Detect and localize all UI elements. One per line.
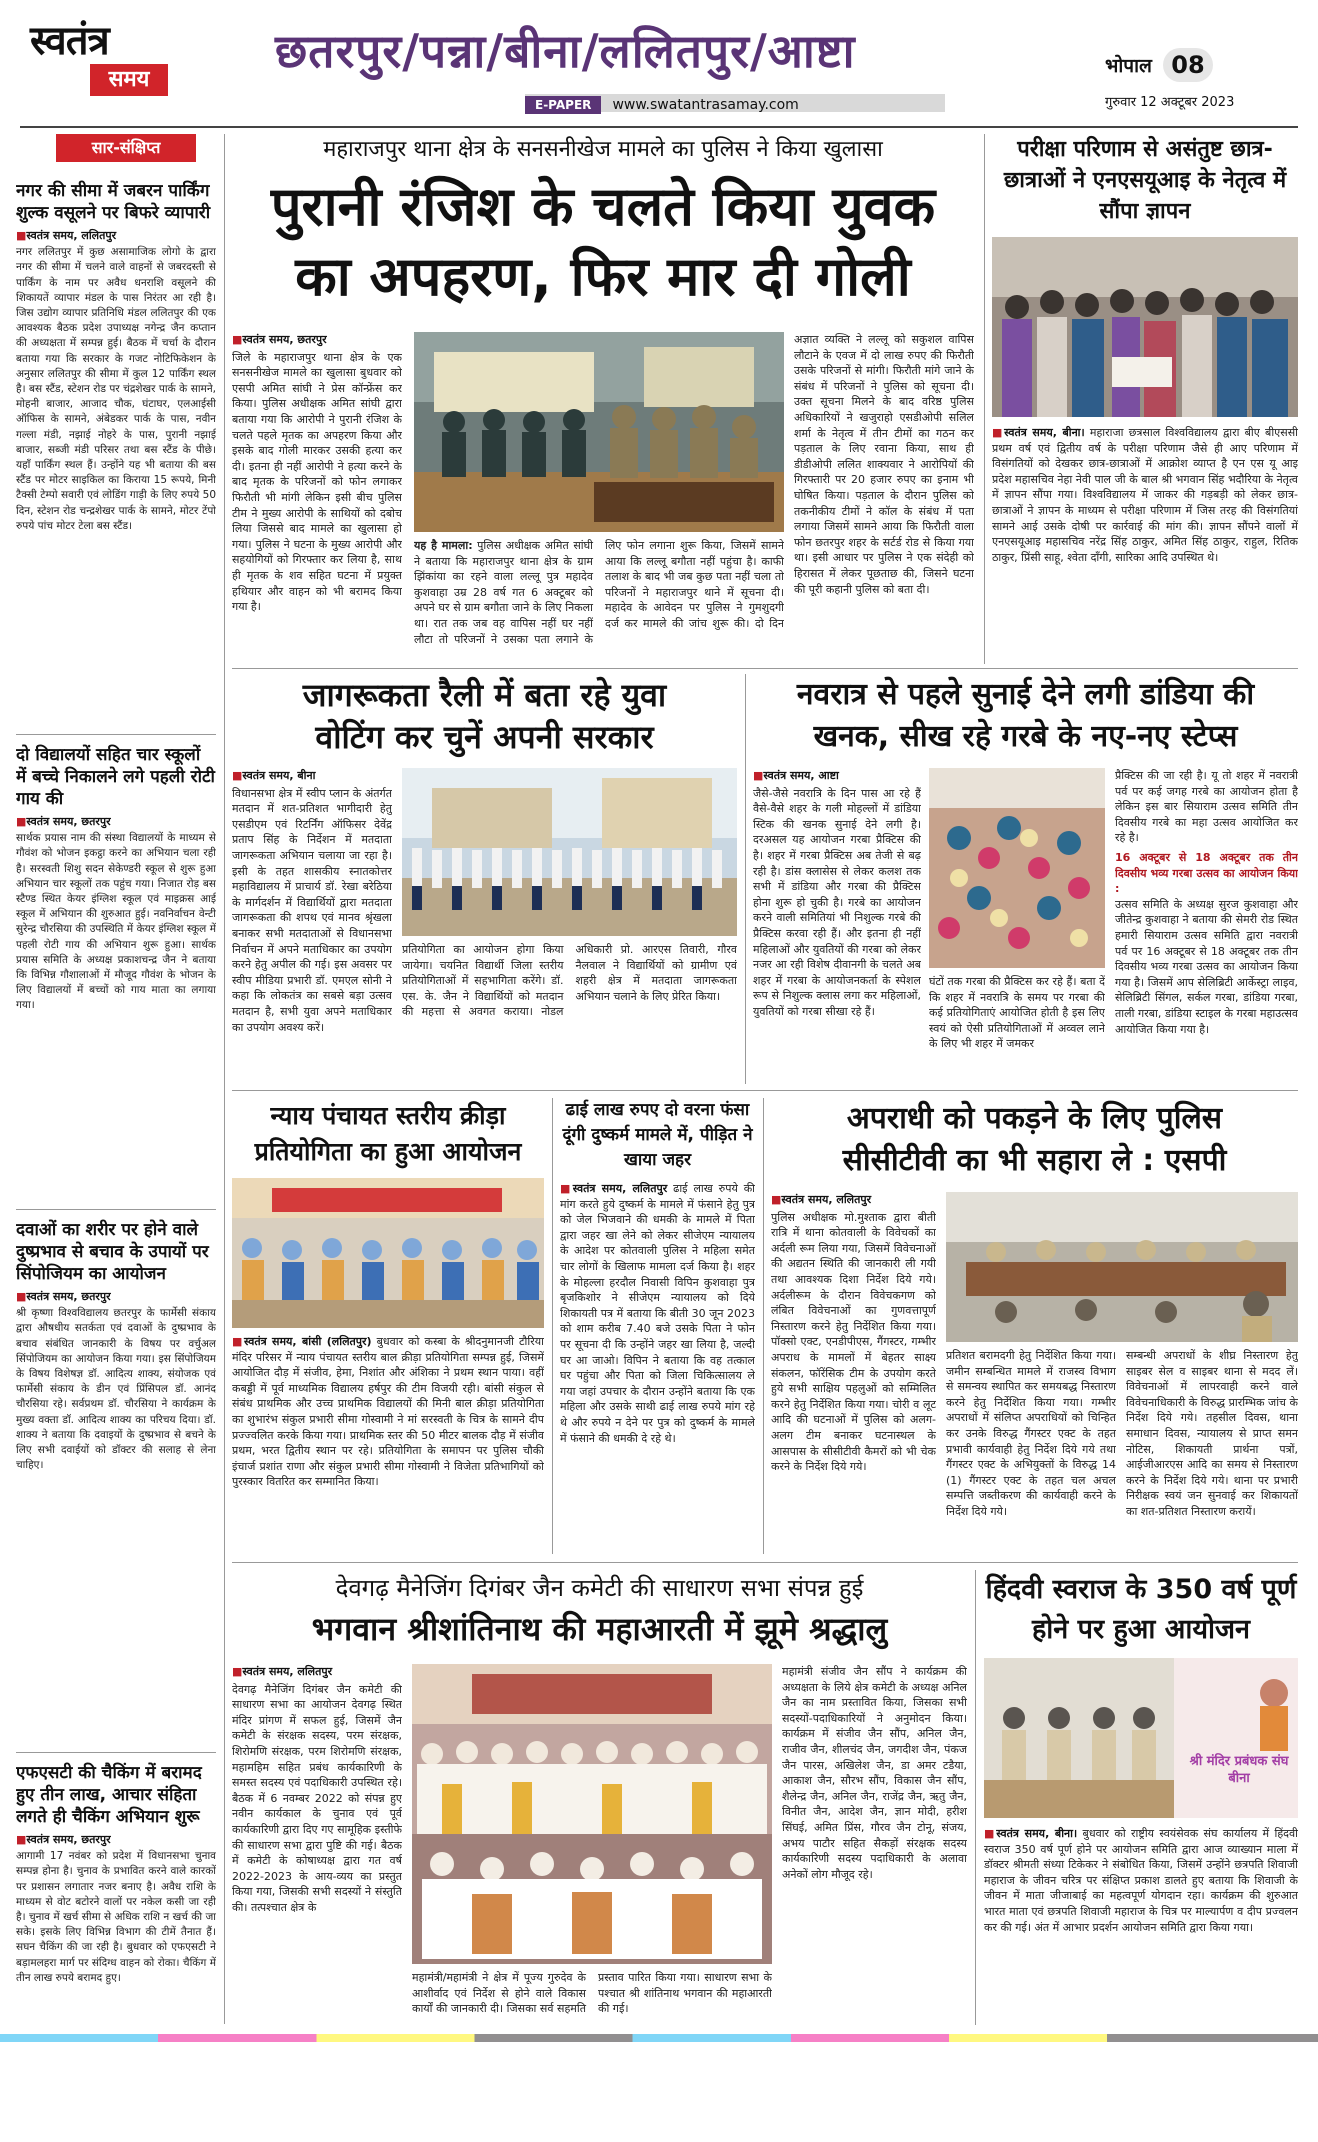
sidebar-item-body: ■ स्वतंत्र समय, छतरपुर सार्थक प्रयास नाम की संस्था विद्यालयों के माध्यम से गौवंश को भोजन इकट्ठा करने का अभियान चला रही है। सरस्वती शिशु सदन सेकेण्डरी स्कूल से शुरू हुआ अभियान चार स्कूलों तक पहुंच गया। निजात रोड़ बस स्टैण्ड स्थित केयर इंग्लिश स्कूल एवं माइक्रस आई स्कूल में अभियान की शुरुआत हुई। नवनिर्वाचन वेन्टी सुरेन्द्र चौरसिया की उपस्थिति में केयर इंग्लिश स्कूल में पहली रोटी गाय की अभियान शुरू हुआ। सार्थक प्रयास समिति के अध्यक्ष प्रकाशचन्द्र जैन ने बताया कि विभिन्न गौशालाओं में मौजूद गौवंश के भोजन के लिए विद्यालयों में बच्चों को गाय माता का लगाया गया। <box>16 814 216 1168</box>
jain-story <box>232 1570 967 2025</box>
sidebar-item-byline: ■ स्वतंत्र समय, छतरपुर <box>16 1289 216 1304</box>
cctv-headline-line-1: अपराधी को पकड़ने के लिए पुलिस <box>846 1101 1223 1136</box>
rally-column-1: ■ स्वतंत्र समय, बीना विधानसभा क्षेत्र में स्वीप प्लान के अंतर्गत मतदान में शत-प्रतिशत भागीदारी हेतु एसडीएम एवं रिटर्निंग ऑफिसर देवेंद्र प्रताप सिंह के निर्देशन में मतदाता जागरूकता अभियान चलाया जा रहा है। इसी के तहत शासकीय स्नातकोत्तर महाविद्यालय में प्राचार्य डॉ. रेखा बरेठिया के मार्गदर्शन में विद्यार्थियों द्वारा मतदाता जागरूकता की शपथ एवं मानव श्रृंखला बनाकर सभी मतदाताओं से विधानसभा निर्वाचन में अपने मताधिकार का उपयोग करने हेतु अपील की गई। इस अवसर पर स्वीप मीडिया प्रभारी डॉ. एमएल सोनी ने कहा कि लोकतंत्र का सबसे बड़ा उत्सव मतदान है, सभी युवा अपने मताधिकार का उपयोग अवश्य करें। <box>232 768 392 1082</box>
rally-byline: ■ स्वतंत्र समय, बीना <box>232 768 392 784</box>
cctv-story <box>771 1098 1298 1554</box>
lead-photo <box>414 332 784 532</box>
lead-headline-line-1: पुरानी रंजिश के चलते किया युवक <box>270 175 936 238</box>
epaper-bar <box>525 94 945 112</box>
logo <box>30 18 180 118</box>
dandiya-headline-line-1: नवरात्र से पहले सुनाई देने लगी डांडिया की <box>796 677 1255 712</box>
dandiya-byline: ■ स्वतंत्र समय, आष्टा <box>753 768 921 784</box>
dandiya-headline-line-2: खनक, सीख रहे गरबे के नए-नए स्टेप्स <box>813 719 1238 754</box>
jain-headline: भगवान श्रीशांतिनाथ की महाआरती में झूमे श्रद्धालु <box>311 1610 888 1648</box>
lead-byline: ■ स्वतंत्र समय, छतरपुर <box>232 332 402 348</box>
swaraj-banner-text: श्री मंदिर प्रबंधक संघ बीना <box>1189 1754 1289 1786</box>
cctv-column-1: ■ स्वतंत्र समय, ललितपुर पुलिस अधीक्षक मो.मुश्ताक द्वारा बीती रात्रि में थाना कोतवाली के विवेचकों का अर्दली रूम लिया गया, जिसमें विवेचनाओं की अद्यतन स्थिति की जानकारी ली गयी तथा आवश्यक दिशा निर्देश दिये गये। अर्दलीरूम के दौरान विवेचकगण को लंबित विवेचनाओं का गुणवत्तापूर्ण निस्तारण करने हेतु निर्देशित किया गया। पॉक्सो एक्ट, एनडीपीएस, गैंगस्टर, गम्भीर अपराध के मामलों में बेहतर साक्ष्य संकलन, फॉरेंसिक टीम के उपयोग करते हुये सभी साक्षिय पहलुओं को सम्मिलित करने हेतु निर्देशित किया गया। चोरी व लूट आदि की घटनाओं में पुलिस को अलग-अलग टीम बनाकर घटनास्थल के आसपास के सीसीटीवी कैमरों को भी चेक करने के निर्देश दिये गये। <box>771 1192 936 1552</box>
sidebar-item-body: ■ स्वतंत्र समय, ललितपुर नगर ललितपुर में कुछ असामाजिक लोगो के द्वारा नगर की सीमा में चलने वाले वाहनों से जबरदस्ती से पार्किंग के नाम पर अवैध धनराशि वसूलने की शिकायतें व्यापार मंडल के पास निरंतर आ रही है। जिस उद्योग व्यापार प्रतिनिधि मंडल ललितपुर की एक आवश्यक बैठक प्रदेश उपाध्यक्ष नगेन्द्र जैन कप्तान की अध्यक्षता में सम्पन्न हुई। बैठक में चर्चा के दौरान बताया गया कि सरकार के गजट नोटिफिकेशन के अनुसार ललितपुर की सीमा में कुल 12 पार्किंग स्थल है। बस स्टैंड, स्टेशन रोड पर चंद्रशेखर पार्क के सामने, मोहनी बाजार, आजाद चौक, घंटाघर, एलआईसी ऑफिस के सामने, अंबेडकर पार्क के पास, नवीन गल्ला मंडी, नझाई नोहरे के पास, पुरानी नझाई बाजार, सब्जी मंडी परिसर तथा बस स्टैंड के पीछे। यहाँ पार्किंग स्थल हैं। उन्होंने यह भी बताया की बस स्टैंड पर मोटर साइकिल का किराया 15 रूपये, मिनी टैक्सी टेम्पो सवारी एवं लोडिंग गाड़ी के लिए रुपये 50 दिन, स्टेशन रोड चन्द्रशेखर पार्क के सामने, मोटर टेंपो रुपये पांच मोटर टेला बस स्टैंड। <box>16 228 216 676</box>
lead-column-3 <box>794 332 974 662</box>
sidebar-item <box>16 1219 216 1739</box>
cctv-column-3: सम्बन्धी अपराधों के शीघ्र निस्तारण हेतु साइबर सेल व साइबर थाना से मदद लें। विवेचनाओं में लापरवाही करने वाले विवेचनाधिकारी के विरुद्ध प्रारम्भिक जांच के निर्देश दिये गये। तहसील दिवस, थाना समाधान दिवस, न्यायालय से प्राप्त समन नोटिस, शिकायती प्रार्थना पत्रों, आईजीआरएस आदि का समय से निस्तारण करने के निर्देश दिये गये। थाना पर प्रभारी निरीक्षक स्वयं जन सुनवाई कर शिकायतों का शत-प्रतिशत निस्तारण करायें। <box>1126 1349 1298 1518</box>
exam-photo <box>992 237 1298 417</box>
jain-kicker: देवगढ़ मैनेजिंग दिगंबर जैन कमेटी की साधारण सभा संपन्न हुई <box>335 1574 864 1602</box>
lead-body: जिले के महाराजपुर थाना क्षेत्र के एक सनसनीखेज मामले का खुलासा बुधवार को एसपी अमित सांघी ने प्रेस कॉन्फ्रेंस कर किया। पुलिस अधीक्षक अमित सांघी द्वारा बताया गया कि आरोपी ने पुरानी रंजिश के चलते पहले मृतक का अपहरण किया और इसके बाद गोली मारकर उसकी हत्या कर दी। इतना ही नहीं आरोपी ने हत्या करने के बाद मृतक के परिजनों को फोन लगाकर फिरौती भी मांगी लेकिन इसी बीच पुलिस टीम ने मुख्य आरोपी के साथियों को दबोच लिया जिससे बाद मामले का खुलासा हो गया। पुलिस ने घटना के मुख्य आरोपी और सहयोगियों को गिरफ्तार कर लिया है, साथ ही मृतक के शव सहित घटना में प्रयुक्त हथियार और वाहन को भी बरामद किया गया है। <box>232 350 402 614</box>
swaraj-photo <box>984 1658 1298 1818</box>
lead-body-2: पुलिस अधीक्षक अमित सांघी ने बताया कि महाराजपुर थाना क्षेत्र के ग्राम झिंकांया का रहने वाला लल्लू पुत्र महादेव कुशवाहा उम्र 28 वर्ष गत 6 अक्टूबर को अपने घर से ग्राम बगौता जाने के लिए निकला था। रात तक जब वह वापिस नहीं घर नहीं लौटा तो परिजनों ने उसका पता लगाने के लिए फोन लगाना शुरू किया, जिसमें सामने आया कि लल्लू बगौता नहीं पहुंचा है। काफी तलाश के बाद भी जब कुछ पता नहीं चला तो परिजनों ने महाराजपुर थाने में सूचना दी। महादेव के आवेदन पर पुलिस ने गुमशुदगी दर्ज कर मामले की जांच शुरू की। दो दिन <box>414 539 784 646</box>
edition-cities: छतरपुर/पन्ना/बीना/ललितपुर/आष्टा <box>275 24 856 78</box>
dandiya-column-1: ■ स्वतंत्र समय, आष्टा जैसे-जैसे नवरात्रि के दिन पास आ रहे हैं वैसे-वैसे शहर के गली मोहल्लों में डांडिया स्टिक की खनक सुनाई देने लगी है। दरअसल यह आयोजन गरबा प्रैक्टिस की है। शहर में गरबा प्रैक्टिस अब तेजी से बढ़ रही है। डांस क्लासेस से लेकर कलश तक सभी में डांडिया और गरबा की प्रैक्टिस होना शुरू हो चुकी है। गरबे का आयोजन करने वाली समितियां भी निशुल्क गरबे की प्रैक्टिस करवा रही हैं। और इतना ही नहीं महिलाओं और युवतियों की गरबा को लेकर नजर आ रही विशेष दीवानगी के चलते अब शहर में गरबा के आयोजनकर्ता के स्पेशल रूप से निशुल्क क्लास लगा कर महिलाओं, युवतियों को गरबा सीखा रहे हैं। <box>753 768 921 1082</box>
sports-body: ■ स्वतंत्र समय, बांसी (ललितपुर) बुधवार को कस्बा के श्रीदनुमानजी टौरिया मंदिर परिसर में न्याय पंचायत स्तरीय बाल क्रीड़ा प्रतियोगिता सम्पन्न हुई, जिसमें आयोजित दौड़ में संजीव, हेमा, निशांत और अंशिका ने प्रथम स्थान पाया। वहीं कबड्डी में पूर्व माध्यमिक विद्यालय हर्षपुर की टीम विजयी रही। बांसी संकुल से संबंध प्राथमिक और उच्च प्राथमिक विद्यालयों की मिनी बाल क्रीड़ा प्रतियोगिता का शुभारंभ संकुल प्रभारी सीमा गोस्वामी ने मां सरस्वती के चित्र के सामने दीप प्रज्ज्वलित करके किया गया। प्राथमिक स्तर की 50 मीटर बालक दौड़ में संजीव प्रथम, भरत द्वितीय स्थान पर रहे। प्रतियोगिता के समापन पर पुलिस चौकी इंचार्ज प्रशांत राणा और संकुल प्रभारी सीमा गोस्वामी ने विजेता प्रतिभागियों को पुरस्कार वितरित कर सम्मानित किया। <box>232 1334 544 1552</box>
swaraj-byline: ■ स्वतंत्र समय, बीना। <box>984 1827 1077 1840</box>
cctv-headline-line-2: सीसीटीवी का भी सहारा ले : एसपी <box>842 1143 1227 1178</box>
sidebar-item-headline: दवाओं का शरीर पर होने वाले दुष्प्रभाव से बचाव के उपायों पर सिंपोजियम का आयोजन <box>16 1220 209 1284</box>
rally-column-2: प्रतियोगिता का आयोजन होगा किया जायेगा। चयनित विद्यार्थी जिला स्तरीय प्रतियोगिताओं में सहभागिता करेंगे। डॉ. एस. के. जैन ने विद्यार्थियों को मतदान की महत्ता से अवगत कराया। नोडल अधिकारी प्रो. आरएस तिवारी, गौरव नैलवाल ने विद्यार्थियों को ग्रामीण एवं शहरी क्षेत्र में मतदाता जागरूकता अभियान चलाने के लिए प्रेरित किया। <box>402 943 737 1019</box>
blackmail-story <box>560 1098 755 1554</box>
masthead <box>0 0 1318 125</box>
exam-byline: ■ स्वतंत्र समय, बीना। <box>992 426 1085 439</box>
lead-kicker: महाराजपुर थाना क्षेत्र के सनसनीखेज मामले का पुलिस ने किया खुलासा <box>323 137 883 162</box>
cctv-photo <box>946 1192 1298 1342</box>
lead-column-1 <box>232 332 402 662</box>
city-label: भोपाल <box>1105 55 1152 77</box>
lead-body-3: अज्ञात व्यक्ति ने लल्लू को सकुशल वापिस लौटाने के एवज में दो लाख रुपए की फिरौती उसके परिजनों से मांगी। फिरौती मांगे जाने के संबंध में परिजनों ने पुलिस को सूचना दी। उक्त सूचना मिलने के बाद वरिष्ठ पुलिस अधिकारियों ने खजुराहो एसडीओपी सलिल शर्मा के नेतृत्व में तीन टीमों का गठन कर पड़ताल के लिए रवाना किया, साथ ही डीडीओपी ललित शाक्यवार ने आरोपियों की गिरफ्तारी पर 20 हजार रुपए का इनाम भी घोषित किया। पड़ताल के दौरान पुलिस को तकनीकीय टीमों ने कॉल के संबंध में पता लगाया जिसमें सामने आया कि फिरौती वाला फोन छतरपुर शहर के सर्टर्ड रोड से किया गया था। इसी आधार पर पुलिस ने एक संदेही को हिरासत में लेकर पूछताछ की, जिसने घटना की पूरी कहानी पुलिस को बता दी। <box>794 333 974 596</box>
dandiya-story <box>753 674 1298 1084</box>
sports-story <box>232 1098 544 1554</box>
sidebar-item-headline: दो विद्यालयों सहित चार स्कूलों में बच्चे निकालने लगे पहली रोटी गाय की <box>16 745 215 809</box>
exam-headline: परीक्षा परिणाम से असंतुष्ट छात्र-छात्राओं ने एनएसयूआइ के नेतृत्व में सौंपा ज्ञापन <box>1003 137 1287 224</box>
sports-headline: न्याय पंचायत स्तरीय क्रीड़ा प्रतियोगिता का हुआ आयोजन <box>254 1101 522 1166</box>
sidebar-item-headline: एफएसटी की चैकिंग में बरामद हुए तीन लाख, आचार संहिता लगते ही चैकिंग अभियान शुरू <box>16 1763 202 1827</box>
blackmail-headline: ढाई लाख रुपए दो वरना फंसा दूंगी दुष्कर्म मामले में, पीड़ित ने खाया जहर <box>562 1100 753 1170</box>
lead-photo-caption: यह है मामला: <box>414 539 473 552</box>
rally-headline-line-2: वोटिंग कर चुनें अपनी सरकार <box>315 718 654 756</box>
sidebar-item <box>16 1762 216 2142</box>
sidebar-item <box>16 180 216 676</box>
dandiya-subhead: 16 अक्टूबर से 18 अक्टूबर तक तीन दिवसीय भव्य गरबा उत्सव का आयोजन किया : <box>1115 850 1298 896</box>
rally-photo <box>402 768 737 936</box>
lead-story <box>232 134 974 664</box>
edition-box <box>1105 48 1235 84</box>
blackmail-body: ■ स्वतंत्र समय, ललितपुर ढाई लाख रुपये की मांग करते हुये दुष्कर्म के मामले में फंसाने हेतु पुत्र को जेल भिजवाने की धमकी के मामले में पिता द्वारा जहर खा लेने को लेकर सीजेएम न्यायालय के आदेश पर कोतवाली पुलिस ने महिला समेत चार लोगों के खिलाफ मामला दर्ज किया है। शहर के मोहल्ला हरदौल निवासी विपिन कुशवाहा पुत्र बृजकिशोर ने सीजेएम न्यायालय को दिये शिकायती पत्र में बताया कि बीती 30 जून 2023 को शाम करीब 7.40 बजे उसके पिता ने फोन पर सूचना दी कि उन्होंने जहर खा लिया है, जल्दी घर आ जाओ। विपिन ने बताया कि वह तत्काल घर पहुंचा और पिता को जिला चिकित्सालय ले गया जहां उपचार के दौरान उन्होंने बताया कि एक महिला और उसके साथी ढाई लाख रुपये मांग रहे थे और रुपये न देने पर पुत्र को दुष्कर्म के मामले में फंसाने की धमकी दे रहे थे। <box>560 1181 755 1551</box>
issue-date: गुरुवार 12 अक्टूबर 2023 <box>1105 95 1235 110</box>
swaraj-story <box>984 1570 1298 2025</box>
sidebar-item-headline: नगर की सीमा में जबरन पार्किंग शुल्क वसूलने पर बिफरे व्यापारी <box>16 181 211 223</box>
sports-byline: ■ स्वतंत्र समय, बांसी (ललितपुर) <box>232 1335 372 1348</box>
sidebar-item <box>16 744 216 1168</box>
sidebar-item-byline: ■ स्वतंत्र समय, ललितपुर <box>16 228 216 243</box>
jain-photo-caption: महामंत्री/महामंत्री ने क्षेत्र में पूज्य गुरुदेव के आशीर्वाद एवं निर्देश से होने वाले विकास कार्यों की जानकारी दी। जिसका सर्व सहमति प्रस्ताव पारित किया गया। साधारण सभा के पश्चात श्री शांतिनाथ भगवान की महाआरती की गई। <box>412 1971 772 2016</box>
dandiya-photo <box>929 768 1105 968</box>
cctv-byline: ■ स्वतंत्र समय, ललितपुर <box>771 1192 936 1208</box>
sidebar-item-body: ■ स्वतंत्र समय, छतरपुर आगामी 17 नवंबर को प्रदेश में विधानसभा चुनाव सम्पन्न होना है। चुनाव के प्रभावित करने वाले कारकों पर प्रशासन लगातार नजर बनाए है। अवैध राशि के माध्यम से वोट बटोरने वालों पर नकेल कसी जा रही है। चुनाव में खर्च सीमा से अधिक राशि न खर्च की जा सके। इसके लिए विभिन्न विभाग की टीमें तैनात हैं। सघन चैकिंग की जा रही है। बुधवार को एफएसटी ने बड़ामलहरा मार्ग पर संदिग्ध वाहन को रोका। चैकिंग में तीन लाख रुपये बरामद हुए। <box>16 1832 216 2142</box>
blackmail-byline: ■ स्वतंत्र समय, ललितपुर <box>560 1182 667 1195</box>
dandiya-column-3: प्रैक्टिस की जा रही है। यू तो शहर में नवरात्री पर्व पर कई जगह गरबे का आयोजन होता है लेकिन इस बार सियाराम उत्सव समिति तीन दिवसीय गरबे का महा उत्सव आयोजित कर रहे है। 16 अक्टूबर से 18 अक्टूबर तक तीन दिवसीय भव्य गरबा उत्सव का आयोजन किया : उत्सव समिति के अध्यक्ष सुरज कुशवाहा और जीतेन्द्र कुशवाहा ने बताया की सेमरी रोड स्थित हमारी सियाराम उत्सव समिति द्वारा नवरात्री पर्व पर 16 अक्टूबर से 18 अक्टूबर तक तीन दिवसीय भव्य गरबा उत्सव का आयोजन किया गया है। जिसमें आप सेलिब्रिटी आर्केस्ट्रा लाइव, सेलिब्रिटी सिंगल, सर्कल गरबा, डांडिया गरबा, ताली गरबा, डांडिया स्टाइल के गरबा महाउत्सव आयोजित किया गया है। <box>1115 769 1298 1036</box>
exam-body: ■ स्वतंत्र समय, बीना। महाराजा छत्रसाल विश्वविद्यालय द्वारा बीए बीएससी प्रथम वर्ष एवं द्वितीय वर्ष के परीक्षा परिणाम जैसे ही आए परिणाम में विसंगतियों को देखकर छात्र-छात्राओं में आक्रोश व्याप्त है एन एस यू आइ प्रदेश महासचिव नेहा नेवी पाल जी के बाल श्री भगवान सिंह भदौरिया के नेतृत्व में ज्ञापन सौंपा गया। विश्वविद्यालय में जाकर की गड़बड़ी को लेकर छात्र-छात्राओं ने ज्ञापन के माध्यम से परीक्षा परिणाम में जिस तरह की विसंगतियां सामने आई उसके दोषी पर कार्रवाई की मांग की। ज्ञापन सौंपने वालों में एनएसयूआइ महासचिव नरेंद्र सिंह ठाकुर, अमित सिंह ठाकुर, राहुल, रितिक ठाकुर, प्रिंसी साहू, श्वेता दाँगी, सारिका आदि उपस्थित थे। <box>992 425 1298 695</box>
exam-story <box>992 134 1298 664</box>
rally-headline-line-1: जागरूकता रैली में बता रहे युवा <box>302 676 667 714</box>
registration-strip <box>0 2034 1318 2042</box>
sidebar-item-byline: ■ स्वतंत्र समय, छतरपुर <box>16 814 216 829</box>
sidebar <box>16 134 216 2024</box>
rally-story <box>232 674 737 1084</box>
swaraj-headline: हिंदवी स्वराज के 350 वर्ष पूर्ण होने पर हुआ आयोजन <box>985 1574 1297 1645</box>
website-link[interactable]: www.swatantrasamay.com <box>612 97 799 113</box>
logo-top: स्वतंत्र <box>30 18 109 64</box>
page-number: 08 <box>1163 48 1213 82</box>
logo-bottom: समय <box>90 64 168 96</box>
jain-byline: ■ स्वतंत्र समय, ललितपुर <box>232 1664 402 1680</box>
jain-column-3: महामंत्री संजीव जैन सौंप ने कार्यक्रम की अध्यक्षता के लिये क्षेत्र कमेटी के अध्यक्ष अनिल जैन का नाम प्रस्तावित किया, जिसका सभी सदस्यों-पदाधिकारियों ने अनुमोदन किया। कार्यक्रम में संजीव जैन सौंप, अनिल जैन, राजीव जैन, शीलचंद जैन, जगदीश जैन, पंकज जैन पारस, अखिलेश जैन, डा अमर टडैया, आकाश जैन, सौरभ सौंप, विकास जैन सौंप, शैलेन्द्र जैन, अनिल जैन, राजेंद्र जैन, ऋतु जैन, विनीत जैन, आदेश जैन, ज्ञान मोदी, हरीश सिंघई, अमित प्रिंस, गौरव जैन टोनू, संजय, अभय पाटौर सहित सैकड़ों संरक्षक सदस्य कार्यकारिणी सदस्य पदाधिकारी के अलावा अनेकों लोग मौजूद रहे। <box>782 1665 967 1881</box>
lead-headline-line-2: का अपहरण, फिर मार दी गोली <box>295 245 911 308</box>
jain-photo <box>412 1664 772 1964</box>
swaraj-body: ■ स्वतंत्र समय, बीना। बुधवार को राष्ट्रीय स्वयंसेवक संघ कार्यालय में हिंदवी स्वराज 350 वर्ष पूर्ण होने पर आयोजन समिति द्वारा आज व्याख्यान माला में डॉक्टर श्रीमती संध्या टिकेकर ने संबोधित किया, जिसमें उन्होंने छत्रपति शिवाजी महाराज के जीवन चरित्र पर संक्षिप्त प्रकाश डालते हुए बताया कि शिवाजी के जीवन में माता जीजाबाई का महत्वपूर्ण योगदान रहा। कार्यक्रम की शुरुआत भारत माता एवं छत्रपति शिवाजी महाराज के चित्र पर माल्यार्पण व दीप प्रज्वलन कर की गई। अंत में आभार प्रदर्शन आयोजन समिति द्वारा किया गया। <box>984 1826 1298 2022</box>
sports-photo <box>232 1178 544 1328</box>
lead-column-2 <box>414 538 784 662</box>
epaper-label: E-PAPER <box>525 96 601 114</box>
jain-column-1: ■ स्वतंत्र समय, ललितपुर देवगढ़ मैनेजिंग दिगंबर जैन कमेटी की साधारण सभा का आयोजन देवगढ़ स्थित मंदिर प्रांगण में सफल हुई, जिसमें जैन कमेटी के संरक्षक सदस्य, परम संरक्षक, शिरोमणि संरक्षक, परम शिरोमणि संरक्षक, महामहिम सहित प्रबंध कार्यकारिणी के समस्त सदस्य एवं पदाधिकारी उपस्थित रहे। बैठक में 6 नवम्बर 2022 को संपन्न हुए नवीन कार्यकाल के चुनाव एवं पूर्व कार्यकारिणी द्वारा दिए गए सामूहिक इस्तीफे की साधारण सभा द्वारा पुष्टि की गई। बैठक में कमेटी के कोषाध्यक्ष द्वारा गत वर्ष 2022-2023 के आय-व्यय का प्रस्तुत किया गया, जिसकी सभी सदस्यों ने संस्तुति की। तत्पश्चात क्षेत्र के <box>232 1664 402 2024</box>
sidebar-item-byline: ■ स्वतंत्र समय, छतरपुर <box>16 1832 216 1847</box>
dandiya-photo-caption: घंटों तक गरबा की प्रैक्टिस कर रहे हैं। बता दें कि शहर में नवरात्रि के समय पर गरबा की कई प्रतियोगिताएं आयोजित होती है इस लिए स्वयं को ऐसी प्रतियोगिताओं में अव्वल लाने के लिए भी शहर में जमकर <box>929 975 1105 1051</box>
cctv-column-2: प्रतिशत बरामदगी हेतु निर्देशित किया गया। जमीन सम्बन्धित मामले में राजस्व विभाग से समन्वय स्थापित कर समयबद्ध निस्तारण करने हेतु निर्देशित किया गया। गम्भीर अपराधों में संलिप्त अपराधियों को चिन्हित कर उनके विरुद्ध गैंगस्टर एक्ट के तहत प्रभावी कार्यवाही हेतु निर्देश दिये गये तथा गैंगस्टर एक्ट के अभियुक्तों के विरुद्ध 14 (1) गैंगस्टर एक्ट के तहत चल अचल सम्पत्ति जब्तीकरण की कार्यवाही करने के निर्देश दिये गये। <box>946 1349 1116 1518</box>
sidebar-item-body: ■ स्वतंत्र समय, छतरपुर श्री कृष्णा विश्वविद्यालय छतरपुर के फार्मेसी संकाय द्वारा औषधीय सतर्कता एवं दवाओं के दुष्प्रभाव के बचाव संबंधित जानकारी के विषय पर वर्चुअल सिंपोजियम का आयोजन किया गया। इस सिंपोजियम के विषय विशेषज्ञ डॉ. आदित्य शाक्य, संयोजक एवं फार्मेसी संकाय के डीन एवं प्रिंसिपल डॉ. आनंद चौरसिया रहे। सर्वप्रथम डॉ. चौरसिया ने कार्यक्रम के मुख्य वक्ता डॉ. आदित्य शाक्य का परिचय दिया। डॉ. शाक्य ने बताया कि दवाइयों के दुष्प्रभाव से बचने के लिए सभी दवाईयों को डॉक्टर की सलाह से लेना चाहिए। <box>16 1289 216 1739</box>
sidebar-title: सार-संक्षिप्त <box>56 134 196 162</box>
